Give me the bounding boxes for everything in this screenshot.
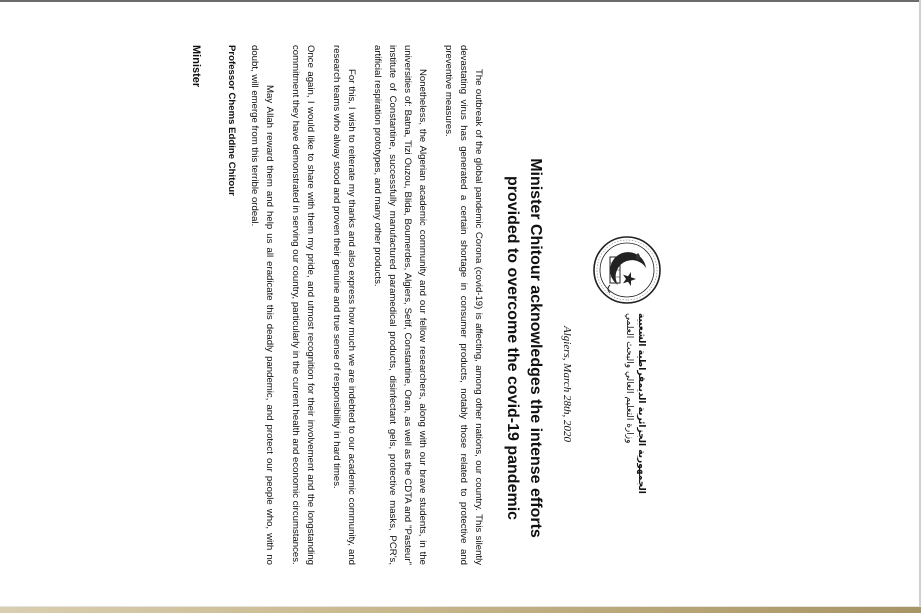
body-paragraph: For this, I wish to reiterate my thanks and also express how much we are indebted to our academic community, and research teams who alway stood and proven their genuine and true sense of responsibility in hard times. <box>331 45 357 565</box>
body-paragraph: Once again, I would like to share with them my pride, and utmost recognition for their involvement and the longstanding commitment they have demonstrated in serving our country, particularly in the current health and economic circumstances. <box>290 45 316 565</box>
letter-content <box>175 42 667 570</box>
letterhead-arabic <box>623 313 647 553</box>
letterhead-arabic-line-2: وزارة التعليم العالي والبحث العلمي <box>624 313 634 444</box>
body-paragraph: Nonetheless, the Algerian academic community and our fellow researchers, along with our brave students, in the universities of: Batna, Tizi Ouzou, Blida, Boumerdes, Algiers, Setif, Constantine, Oran, as well as the CDTA and "Pasteur" institute of Constantine, successfully manufactured paramedical products, disinfectant gels, protective masks, PCR's, artificial respiration prototypes, and many other products. <box>372 45 428 565</box>
rotated-letter-page <box>175 42 667 570</box>
body-paragraph: The outbreak of the global pandemic Corona (covid-19) is affecting, among other nations, our country. This silently devastating virus has generated a certain shortage in consumer products, notably those related to protective and preventive measures. <box>443 45 484 565</box>
algeria-state-emblem-icon <box>592 235 662 305</box>
viewer-top-border <box>0 0 921 2</box>
letter-title: Minister Chitour acknowledges the intense efforts provided to overcome the covid-19 pandemic <box>504 158 544 538</box>
signatory-name: Professor Chems Eddine Chitour <box>226 45 237 196</box>
letterhead-arabic-line-1: الجمهورية الجزائرية الديمقراطية الشعبية <box>636 313 646 494</box>
viewer-bottom-strip <box>0 607 921 613</box>
body-paragraph: May Allah reward them and help us all eradicate this deadly pandemic, and protect our people who, with no doubt, will emerge from this terrible ordeal. <box>249 45 275 565</box>
signatory-role: Minister <box>190 45 202 88</box>
letter-body <box>236 45 486 565</box>
letter-date: Algiers, March 28th, 2020 <box>561 326 573 442</box>
